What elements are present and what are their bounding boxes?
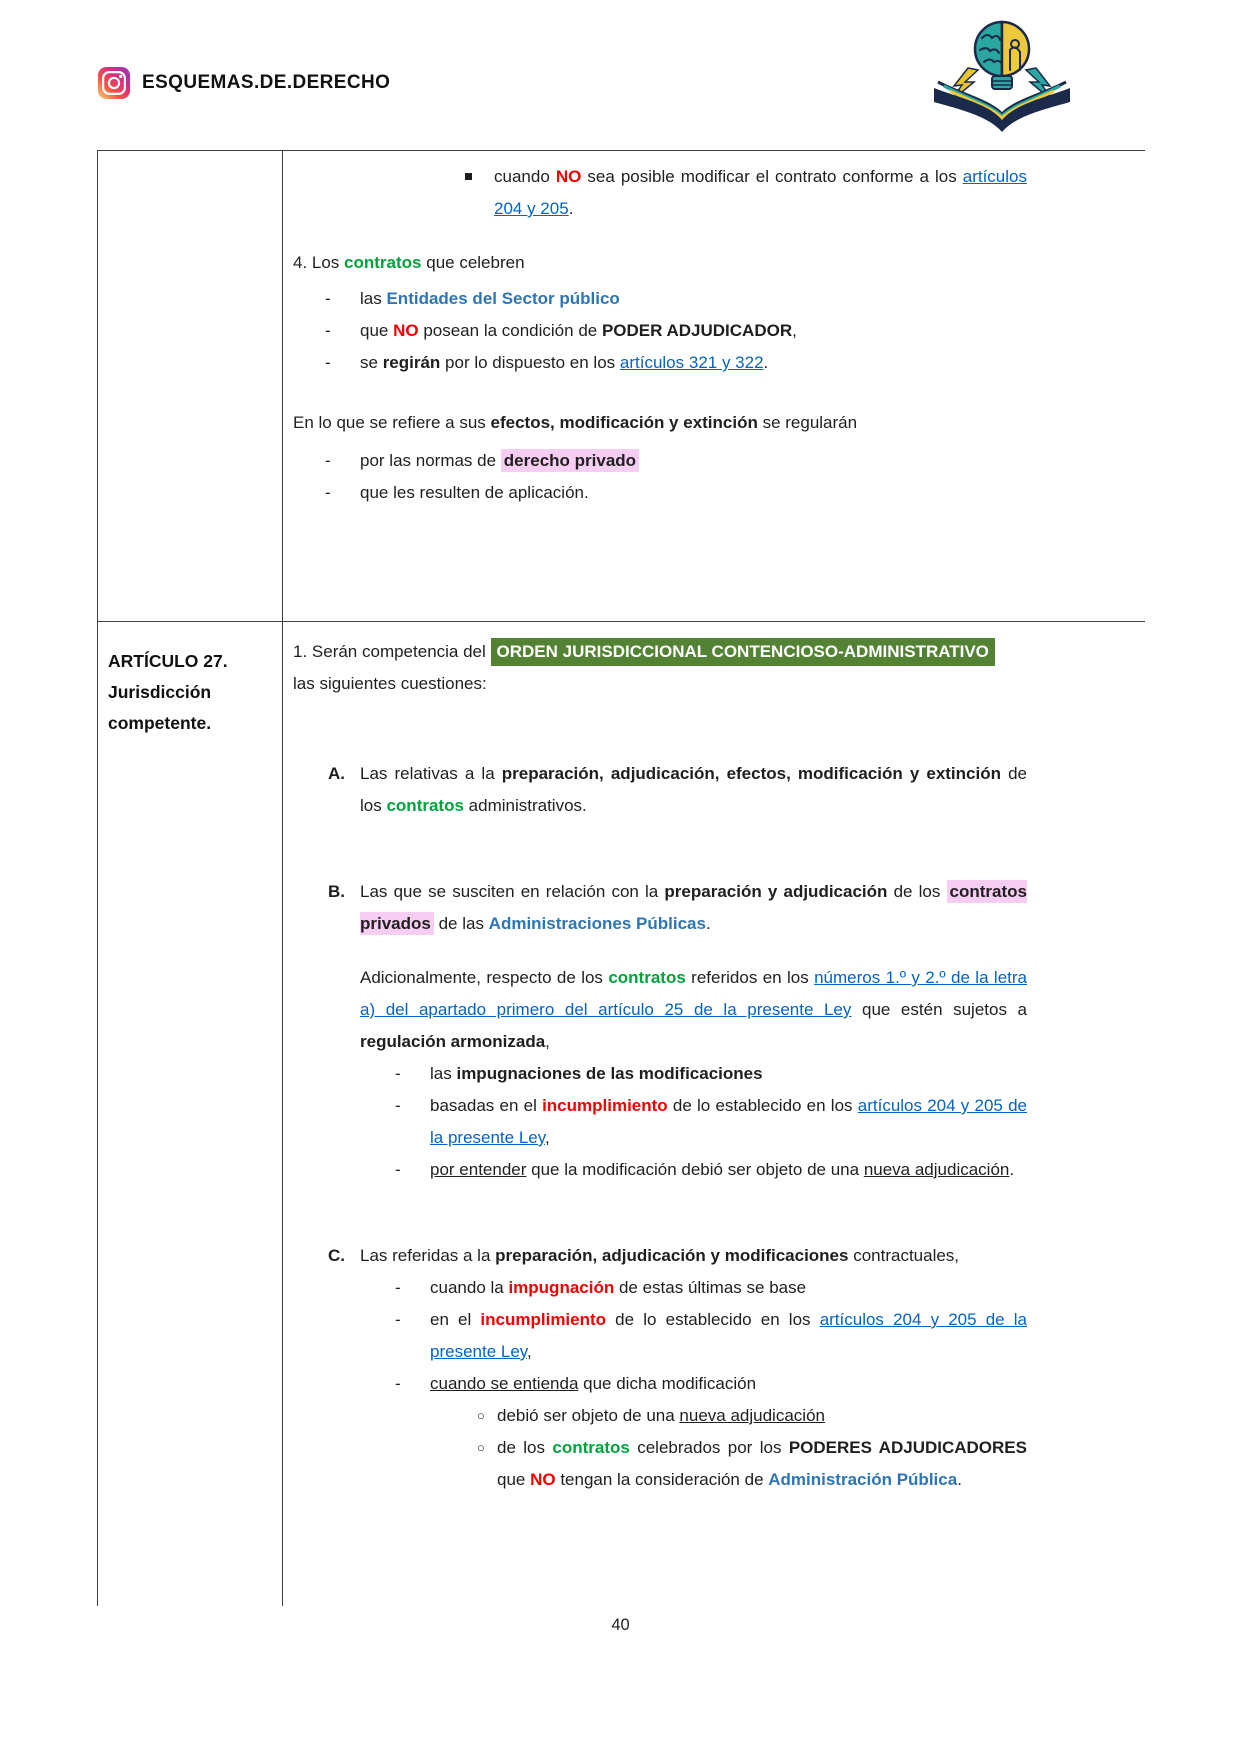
text-segment: nueva adjudicación [679,1406,825,1425]
text-segment: contratos privados [360,882,1027,933]
lettered-item-a [293,758,1027,822]
text-segment: debió ser objeto de una [497,1406,680,1425]
text-segment: . [957,1470,962,1489]
text-segment: basadas en el [430,1096,543,1115]
text-segment: 1. Serán competencia del [293,642,491,661]
schema-table [97,150,1145,1606]
text-segment: regulación armonizada [360,1032,546,1051]
text-segment: Las relativas a la [360,764,502,783]
text-segment: efectos, modificación y extinción [490,413,758,432]
text-segment: de lo establecido en los [606,1310,820,1329]
text-segment: de los [360,764,1027,815]
list-item [293,1154,1027,1186]
text-segment: tengan la consideración de [555,1470,769,1489]
page-header [97,66,390,100]
dash-marker: - [395,1096,401,1115]
paragraph [293,247,1027,279]
square-bullet-icon [465,173,472,180]
text-segment: por las normas de [360,451,501,470]
text-segment: se regularán [757,413,858,432]
text-segment: Administración Pública [768,1470,958,1489]
dash-marker: - [395,1160,401,1179]
lettered-item-b [293,876,1027,940]
brain-book-logo [912,10,1090,142]
text-segment: PODER ADJUDICADOR [601,321,793,340]
dash-marker: - [395,1064,401,1083]
text-segment: las siguientes cuestiones: [293,674,487,693]
list-item [293,1368,1027,1400]
text-segment: que [497,1470,531,1489]
text-segment: cuando se entienda [430,1374,579,1393]
text-segment: Entidades del Sector público [386,289,620,308]
text-segment: de las [433,914,489,933]
text-segment: regirán [382,353,441,372]
text-segment: incumplimiento [542,1096,668,1115]
text-segment: de los [887,882,947,901]
paragraph [293,636,1027,668]
dash-list [293,1058,1027,1186]
text-segment: . [568,199,574,218]
text-segment: impugnación [508,1278,615,1297]
text-segment: se [360,353,383,372]
text-segment: que dicha modificación [578,1374,757,1393]
content-cell [283,622,1145,1606]
letter-marker: B. [328,882,345,901]
text-segment: sea posible modificar el contrato conforme a los [581,167,963,186]
dash-marker: - [325,451,331,470]
list-item [293,1272,1027,1304]
text-segment: impugnaciones de las modificaciones [456,1064,763,1083]
link-text[interactable]: artículos 321 y 322 [619,353,764,372]
text-segment: . [763,353,769,372]
text-segment: por entender [430,1160,527,1179]
paragraph [293,407,1027,439]
text-segment: referidos en los [685,968,815,987]
text-segment: Administraciones Públicas [488,914,706,933]
text-segment: contractuales, [848,1246,960,1265]
text-segment: Las referidas a la [360,1246,496,1265]
content-cell [283,151,1145,621]
text-segment: NO [530,1470,556,1489]
article-title: competente. [108,713,212,733]
text-segment: de estas últimas se base [614,1278,807,1297]
text-segment: celebrados por los [629,1438,789,1457]
letter-marker: A. [328,764,345,783]
text-segment: 4. Los [293,253,345,272]
text-segment: En lo que se refiere a sus [293,413,491,432]
table-row [97,621,1145,1606]
text-segment: cuando la [430,1278,509,1297]
dash-marker: - [325,321,331,340]
text-segment: las [360,289,387,308]
dash-marker: - [325,289,331,308]
text-segment: por lo dispuesto en los [440,353,620,372]
text-segment: que la modificación debió ser objeto de una [526,1160,864,1179]
text-segment: preparación y adjudicación [664,882,888,901]
text-segment: . [705,914,711,933]
text-segment: en el [430,1310,481,1329]
link-text[interactable]: artículos 204 y 205 de la presente Ley [430,1310,1028,1361]
text-segment: preparación, adjudicación y modificaciones [495,1246,849,1265]
list-item [293,1058,1027,1090]
circle-list-item [293,1432,1027,1496]
text-segment: contratos [344,253,422,272]
text-segment: posean la condición de [418,321,602,340]
text-segment: las [430,1064,457,1083]
brand-title: ESQUEMAS.DE.DERECHO [142,72,391,93]
text-segment: derecho privado [501,449,639,472]
bullet-item [293,161,1027,225]
list-item [293,347,1027,379]
text-segment: Las que se susciten en relación con la [360,882,665,901]
lettered-item-c [293,1240,1027,1272]
list-item [293,315,1027,347]
text-segment: , [545,1032,550,1051]
dash-marker: - [325,483,331,502]
list-item [293,283,1027,315]
page-number: 40 [611,1616,630,1634]
dash-marker: - [395,1278,401,1297]
instagram-icon [97,66,131,100]
table-row [97,151,1145,621]
list-item [293,1090,1027,1154]
text-segment: NO [393,321,419,340]
text-segment: nueva adjudicación [863,1160,1010,1179]
link-text[interactable]: números 1.º y 2.º de la letra a) del apartado primero del artículo 25 de la presente Ley [360,968,1027,1019]
paragraph [293,668,1027,700]
dash-list [293,283,1027,379]
text-segment: contratos [608,968,686,987]
text-segment: incumplimiento [480,1310,607,1329]
text-segment: ORDEN JURISDICCIONAL CONTENCIOSO-ADMINISTRATIVO [491,638,995,666]
text-segment: Adicionalmente, respecto de los [360,968,609,987]
link-text[interactable]: artículos 204 y 205 de la presente Ley [430,1096,1028,1147]
text-segment: cuando [494,167,556,186]
circle-marker: ○ [477,1440,485,1455]
circle-marker: ○ [477,1408,485,1423]
text-segment: , [792,321,797,340]
dash-marker: - [395,1310,401,1329]
text-segment: contratos [386,796,464,815]
article-title: Jurisdicción [108,682,212,702]
text-segment: NO [555,167,582,186]
text-segment: administrativos. [463,796,587,815]
circle-list-item [293,1400,1027,1432]
letter-marker: C. [328,1246,345,1265]
list-item [293,477,1027,509]
text-segment: que estén sujetos a [851,1000,1027,1019]
article-title: ARTÍCULO 27. [108,651,228,671]
text-segment: contratos [552,1438,630,1457]
list-item [293,1304,1027,1368]
text-segment: de los [497,1438,553,1457]
text-segment: que [360,321,394,340]
text-segment: que les resulten de aplicación. [360,483,589,502]
dash-list [293,1272,1027,1496]
text-segment: , [527,1342,532,1361]
paragraph [293,962,1027,1058]
dash-list [293,445,1027,509]
text-segment: de lo establecido en los [667,1096,858,1115]
text-segment: , [544,1128,550,1147]
dash-marker: - [395,1374,401,1393]
list-item [293,445,1027,477]
article-label-cell [97,622,283,1606]
text-segment: . [1009,1160,1015,1179]
text-segment: que celebren [421,253,525,272]
article-label-cell [97,151,283,621]
text-segment: PODERES ADJUDICADORES [788,1438,1027,1457]
text-segment: preparación, adjudicación, efectos, modificación y extinción [501,764,1001,783]
link-text[interactable]: artículos 204 y 205 [494,167,1027,218]
dash-marker: - [325,353,331,372]
